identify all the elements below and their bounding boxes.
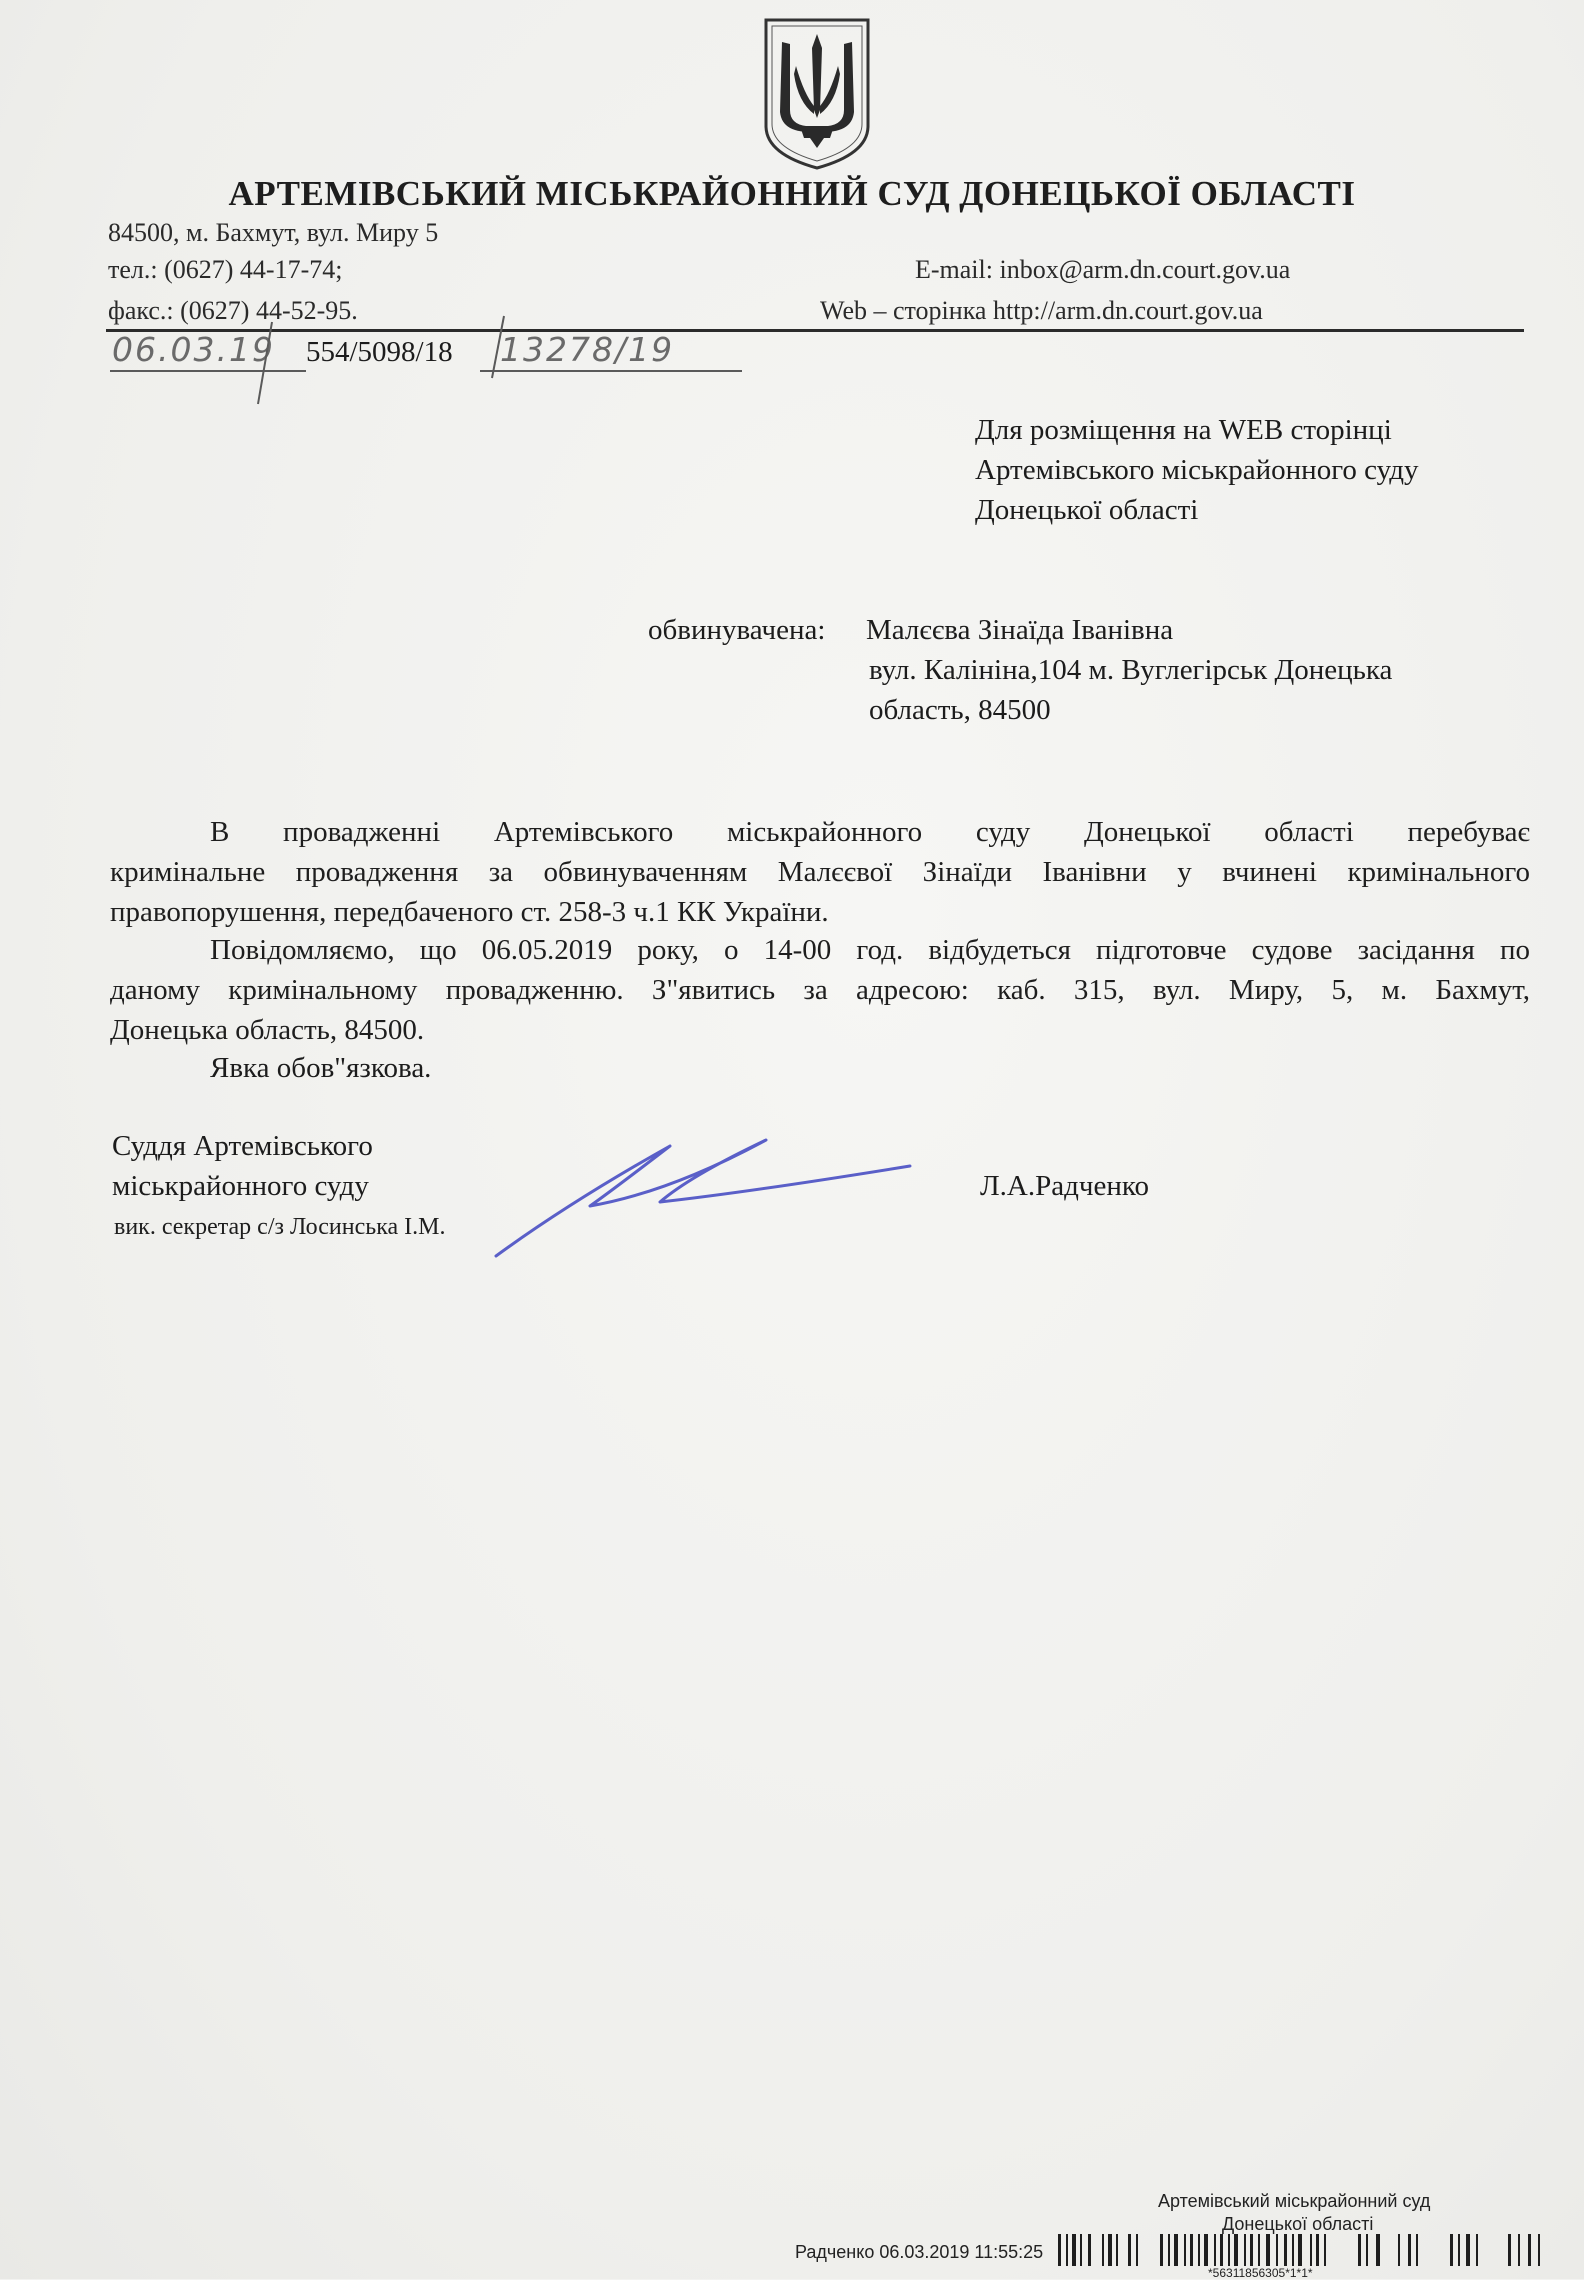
accused-address-line-1: вул. Калініна,104 м. Вуглегірськ Донецька	[869, 654, 1393, 686]
judge-title-line-2: міськрайонного суду	[112, 1170, 369, 1202]
handwritten-slash-2	[484, 312, 514, 382]
accused-name: Малєєва Зінаїда Іванівна	[866, 614, 1174, 646]
attendance-mandatory: Явка обов"язкова.	[210, 1052, 432, 1084]
paragraph-proceedings	[110, 812, 1530, 932]
handwritten-outgoing-number: 13278/19	[500, 330, 675, 369]
stamp-court-line-1: Артемівський міськрайонний суд	[1158, 2191, 1431, 2211]
coat-of-arms-icon	[760, 14, 874, 172]
barcode-text: *56311856305*1*1*	[1208, 2266, 1313, 2280]
court-fax: факс.: (0627) 44-52-95.	[108, 296, 358, 325]
addressee-line-1: Для розміщення на WEB сторінці	[975, 414, 1392, 446]
handwritten-date: 06.03.19	[112, 330, 275, 369]
court-phone: тел.: (0627) 44-17-74;	[108, 255, 343, 284]
paragraph-hearing-notice	[110, 930, 1530, 1050]
barcode-icon	[1058, 2232, 1548, 2268]
addressee-line-3: Донецької області	[975, 494, 1199, 526]
paragraph-line: Повідомляємо, що 06.05.2019 року, о 14-00 год. відбудеться підготовче судове засідання по	[210, 934, 1530, 966]
secretary: вик. секретар с/з Лосинська І.М.	[114, 1214, 446, 1240]
stamp-signed-by: Радченко 06.03.2019 11:55:25	[795, 2242, 1044, 2262]
accused-address-line-2: область, 84500	[869, 694, 1051, 726]
judge-title-line-1: Суддя Артемівського	[112, 1130, 373, 1162]
signature-scribble	[490, 1132, 920, 1262]
paragraph-line: даному кримінальному провадженню. З"явитись за адресою: каб. 315, вул. Миру, 5, м. Бахмут,	[110, 974, 1530, 1006]
paragraph-line: Донецька область, 84500.	[110, 1014, 425, 1046]
court-email: E-mail: inbox@arm.dn.court.gov.ua	[915, 255, 1291, 284]
court-address: 84500, м. Бахмут, вул. Миру 5	[108, 218, 439, 247]
header-divider	[106, 329, 1524, 332]
case-number: 554/5098/18	[306, 336, 453, 368]
stamp-court-line-2: Донецької області	[1222, 2214, 1374, 2234]
handwritten-slash	[250, 318, 280, 408]
judge-name: Л.А.Радченко	[980, 1170, 1149, 1202]
court-title: АРТЕМІВСЬКИЙ МІСЬКРАЙОННИЙ СУД ДОНЕЦЬКОЇ ОБЛАСТІ	[228, 174, 1356, 213]
addressee-line-2: Артемівського міськрайонного суду	[975, 454, 1419, 486]
paragraph-line: кримінальне провадження за обвинуваченням Малєєвої Зінаїди Іванівни у вчинені кримінального	[110, 856, 1530, 888]
number-underline	[480, 370, 742, 372]
accused-label: обвинувачена:	[648, 614, 826, 646]
paragraph-line: правопорушення, передбаченого ст. 258-3 ч.1 КК України.	[110, 896, 829, 928]
court-website: Web – сторінка http://arm.dn.court.gov.ua	[820, 296, 1263, 325]
paragraph-line: В провадженні Артемівського міськрайонного суду Донецької області перебуває	[210, 816, 1530, 848]
